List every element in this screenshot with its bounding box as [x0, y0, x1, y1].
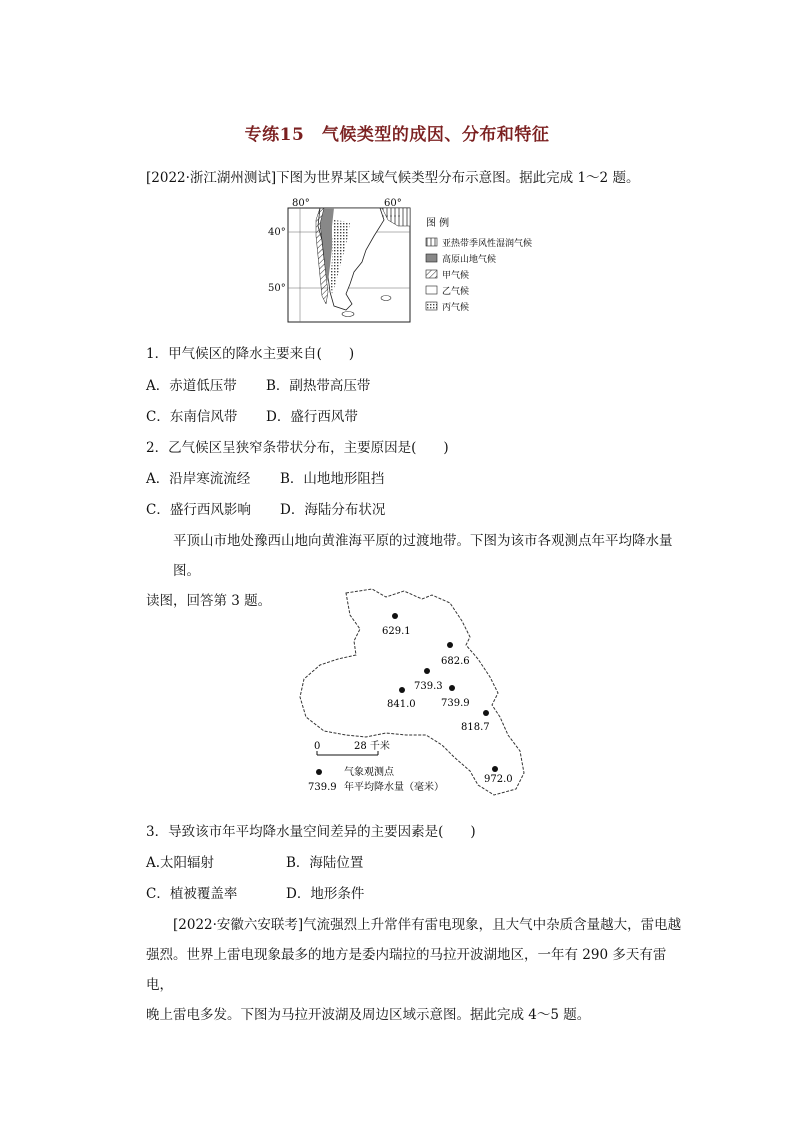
intro-text-3-line-1: [2022·安徽六安联考]气流强烈上升常伴有雷电现象，且大气中杂质含量越大，雷电越	[173, 917, 682, 933]
question-2-option-a[interactable]: A．沿岸寒流流经	[146, 471, 251, 487]
question-2-options-row-1	[146, 467, 384, 487]
intro-text-3-line-2: 强烈。世界上雷电现象最多的地方是委内瑞拉的马拉开波湖地区，一年有 290 多天有雷电，	[146, 947, 667, 993]
question-1-stem: 1．甲气候区的降水主要来自( )	[146, 346, 355, 362]
station-dot	[449, 685, 455, 691]
question-2-option-d[interactable]: D．海陆分布状况	[280, 502, 386, 518]
intro-text-3-line-3: 晚上雷电多发。下图为马拉开波湖及周边区域示意图。据此完成 4～5 题。	[146, 1007, 591, 1023]
station-label: 972.0	[484, 774, 513, 785]
question-3-stem: 3．导致该市年平均降水量空间差异的主要因素是( )	[146, 824, 476, 840]
legend-swatch-jia	[426, 270, 437, 278]
legend-swatch-yi	[426, 286, 437, 294]
station-dot	[483, 710, 489, 716]
question-1-option-d[interactable]: D．盛行西风带	[266, 409, 358, 425]
station-label: 629.1	[382, 626, 411, 637]
station-label: 682.6	[441, 656, 470, 667]
station-dot	[399, 687, 405, 693]
question-3-option-a[interactable]: A.太阳辐射	[146, 855, 215, 871]
legend-station-label: 气象观测点	[344, 767, 394, 778]
scale-zero: 0	[314, 741, 321, 752]
intro-text-2-line-1: 平顶山市地处豫西山地向黄淮海平原的过渡地带。下图为该市各观测点年平均降水量图。	[173, 533, 673, 579]
question-2-option-b[interactable]: B．山地地形阻挡	[280, 471, 385, 487]
station-label: 739.3	[414, 681, 443, 692]
legend-label-bing: 丙气候	[442, 303, 470, 313]
lon-label-80: 80°	[292, 198, 310, 209]
station-dot	[424, 668, 430, 674]
legend-swatch-subtropical	[426, 238, 437, 246]
legend-label-yi: 乙气候	[442, 287, 470, 297]
legend-station-dot	[316, 769, 322, 775]
legend-label-highland: 高原山地气候	[442, 255, 497, 265]
legend-swatch-highland	[426, 254, 437, 262]
legend-label-subtropical: 亚热带季风性湿润气候	[442, 239, 533, 249]
legend-title: 图 例	[426, 218, 450, 229]
station-dot	[447, 642, 453, 648]
page-title: 专练15 气候类型的成因、分布和特征	[244, 125, 550, 145]
intro-text-3	[146, 910, 686, 1030]
question-2-options-row-2	[146, 498, 385, 518]
lon-label-60: 60°	[384, 198, 402, 209]
question-3-options-row-1	[146, 851, 363, 871]
legend-precip-label: 年平均降水量（毫米）	[344, 782, 444, 793]
question-3-option-c[interactable]: C．植被覆盖率	[146, 886, 238, 902]
question-2-option-c[interactable]: C．盛行西风影响	[146, 502, 251, 518]
city-boundary	[300, 589, 524, 795]
question-3-option-d[interactable]: D．地形条件	[286, 886, 365, 902]
precipitation-map	[294, 585, 534, 800]
question-3-options-row-2	[146, 882, 364, 902]
station-label: 818.7	[461, 722, 490, 733]
intro-text-2-line-2: 读图，回答第 3 题。	[146, 593, 272, 609]
legend-label-jia: 甲气候	[442, 271, 470, 281]
station-dot	[492, 766, 498, 772]
climate-distribution-map	[262, 196, 562, 328]
intro-text-1: [2022·浙江湖州测试]下图为世界某区域气候类型分布示意图。据此完成 1～2 题。	[146, 170, 640, 186]
question-3-option-b[interactable]: B．海陆位置	[286, 855, 364, 871]
question-1-option-c[interactable]: C．东南信风带	[146, 409, 238, 425]
question-1-options-row-1	[146, 374, 370, 394]
legend-sample-value: 739.9	[308, 782, 337, 793]
station-dot	[392, 613, 398, 619]
station-label: 841.0	[387, 699, 416, 710]
legend-swatch-bing	[426, 302, 437, 310]
question-2-stem: 2．乙气候区呈狭窄条带状分布，主要原因是( )	[146, 440, 449, 456]
lat-label-50: 50°	[268, 283, 286, 294]
question-1-options-row-2	[146, 405, 358, 425]
lat-label-40: 40°	[268, 227, 286, 238]
station-label: 739.9	[441, 698, 470, 709]
falkland-islands	[381, 296, 391, 301]
question-1-option-b[interactable]: B．副热带高压带	[266, 378, 371, 394]
scale-label: 28 千米	[354, 741, 390, 752]
question-1-option-a[interactable]: A．赤道低压带	[146, 378, 237, 394]
